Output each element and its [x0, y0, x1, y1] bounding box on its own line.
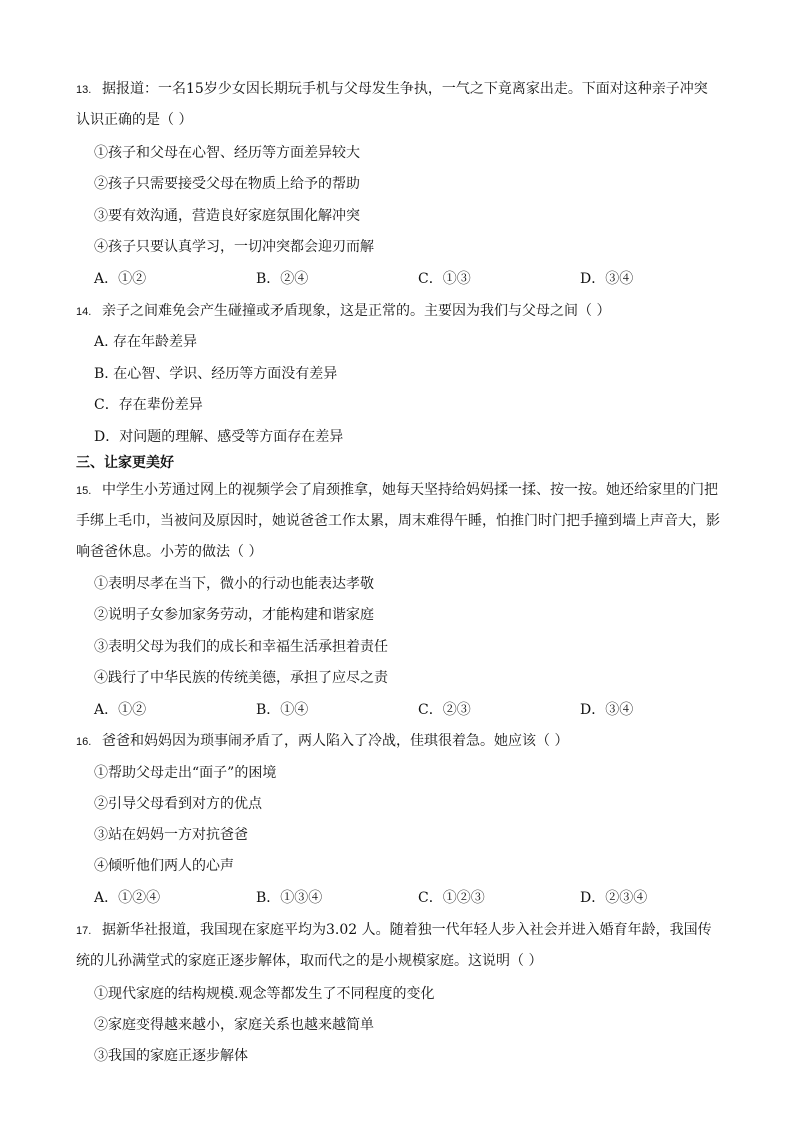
option-item: ③我国的家庭正逐步解体 — [94, 1048, 248, 1064]
question-17 — [76, 921, 712, 940]
answer-choice-c: C．①③ — [418, 271, 471, 287]
option-item: ①帮助父母走出“面子”的困境 — [94, 765, 277, 781]
option-item: ②孩子只需要接受父母在物质上给予的帮助 — [94, 176, 360, 192]
option-item: D．对问题的理解、感受等方面存在差异 — [94, 429, 344, 445]
question-text-continued: 手绑上毛巾，当被问及原因时，她说爸爸工作太累，周末难得午睡，怕推门时门把手撞到墙上声音大，影 — [76, 513, 720, 529]
option-item: ④孩子只要认真学习，一切冲突都会迎刃而解 — [94, 239, 374, 255]
question-13 — [76, 80, 708, 99]
question-text: 中学生小芳通过网上的视频学会了肩颈推拿，她每天坚持给妈妈揉一揉、按一按。她还给家里的门把 — [102, 482, 718, 498]
answer-choice-d: D．③④ — [580, 702, 634, 718]
answer-choice-a: A．①② — [94, 271, 147, 287]
option-item: ②说明子女参加家务劳动，才能构建和谐家庭 — [94, 607, 374, 623]
option-item: ④践行了中华民族的传统美德，承担了应尽之责 — [94, 670, 388, 686]
answer-choice-a: A．①② — [94, 702, 147, 718]
option-item: C．存在辈份差异 — [94, 397, 203, 413]
section-heading: 三、让家更美好 — [76, 455, 174, 471]
answer-choice-c: C．①②③ — [418, 890, 485, 906]
question-number: 15. — [76, 485, 92, 497]
option-item: B. 在心智、学识、经历等方面没有差异 — [94, 366, 338, 382]
option-item: ①现代家庭的结构规模.观念等都发生了不同程度的变化 — [94, 986, 435, 1002]
option-item: ②家庭变得越来越小，家庭关系也越来越简单 — [94, 1017, 374, 1033]
answer-choice-d: D．②③④ — [580, 890, 648, 906]
answer-choice-d: D．③④ — [580, 271, 634, 287]
option-item: A. 存在年龄差异 — [94, 334, 198, 350]
answer-choice-b: B．②④ — [256, 271, 309, 287]
answer-choice-b: B．①③④ — [256, 890, 323, 906]
question-text-continued: 认识正确的是（ ） — [76, 112, 193, 128]
question-number: 16. — [76, 736, 92, 748]
question-16 — [76, 732, 568, 751]
option-item: ④倾听他们两人的心声 — [94, 858, 234, 874]
option-item: ①表明尽孝在当下，微小的行动也能表达孝敬 — [94, 576, 374, 592]
question-text: 据新华社报道，我国现在家庭平均为3.02 人。随着独一代年轻人步入社会并进入婚育年龄，我国传 — [102, 922, 712, 938]
answer-choice-c: C．②③ — [418, 702, 471, 718]
question-15 — [76, 481, 718, 500]
question-text: 亲子之间难免会产生碰撞或矛盾现象，这是正常的。主要因为我们与父母之间（ ） — [102, 303, 611, 319]
question-text-continued: 统的儿孙满堂式的家庭正逐步解体，取而代之的是小规模家庭。这说明（ ） — [76, 953, 543, 969]
question-14 — [76, 302, 610, 321]
option-item: ①孩子和父母在心智、经历等方面差异较大 — [94, 145, 360, 161]
answer-choice-b: B．①④ — [256, 702, 309, 718]
question-number: 14. — [76, 306, 92, 318]
answer-choice-a: A．①②④ — [94, 890, 161, 906]
option-item: ③要有效沟通，营造良好家庭氛围化解冲突 — [94, 208, 360, 224]
question-text: 据报道：一名15岁少女因长期玩手机与父母发生争执，一气之下竟离家出走。下面对这种亲子冲突 — [102, 81, 708, 97]
question-number: 13. — [76, 84, 92, 96]
option-item: ②引导父母看到对方的优点 — [94, 796, 262, 812]
option-item: ③站在妈妈一方对抗爸爸 — [94, 827, 248, 843]
question-number: 17. — [76, 925, 92, 937]
question-text: 爸爸和妈妈因为琐事闹矛盾了，两人陷入了冷战，佳琪很着急。她应该（ ） — [102, 733, 569, 749]
option-item: ③表明父母为我们的成长和幸福生活承担着责任 — [94, 639, 388, 655]
question-text-continued: 响爸爸休息。小芳的做法（ ） — [76, 544, 263, 560]
